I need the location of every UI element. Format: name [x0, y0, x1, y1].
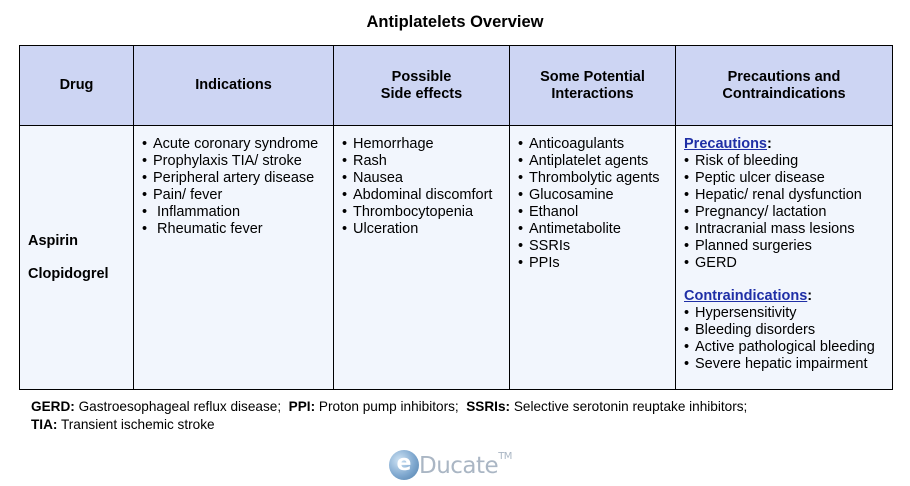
contraindications-heading: Contraindications:	[684, 288, 813, 304]
interactions-cell	[510, 126, 676, 390]
drug-name: Clopidogrel	[28, 265, 109, 282]
list-item: • Ulceration	[342, 221, 509, 238]
list-item: • Inflammation	[142, 204, 333, 221]
precautions-heading: Precautions:	[684, 136, 772, 152]
header-side-effects: Possible Side effects	[334, 46, 510, 126]
header-indications: Indications	[134, 46, 334, 126]
list-item: • Hypersensitivity	[684, 305, 892, 322]
list-item: • Intracranial mass lesions	[684, 221, 892, 238]
list-item: • Prophylaxis TIA/ stroke	[142, 153, 333, 170]
list-item: • Antimetabolite	[518, 221, 675, 238]
list-item: • Hepatic/ renal dysfunction	[684, 187, 892, 204]
list-item: • Thrombocytopenia	[342, 204, 509, 221]
list-item: • Planned surgeries	[684, 238, 892, 255]
list-item: • Bleeding disorders	[684, 322, 892, 339]
list-item: • Abdominal discomfort	[342, 187, 509, 204]
list-item: • Glucosamine	[518, 187, 675, 204]
logo-mark-icon: e	[389, 450, 419, 480]
side-effects-cell	[334, 126, 510, 390]
list-item: • Rash	[342, 153, 509, 170]
list-item: • SSRIs	[518, 238, 675, 255]
antiplatelets-table	[19, 45, 893, 390]
drug-cell	[20, 126, 134, 390]
header-drug: Drug	[20, 46, 134, 126]
table-row	[20, 126, 893, 390]
list-item: • Thrombolytic agents	[518, 170, 675, 187]
list-item: • Peripheral artery disease	[142, 170, 333, 187]
list-item: • GERD	[684, 255, 892, 272]
list-item: • Nausea	[342, 170, 509, 187]
header-precautions: Precautions and Contraindications	[676, 46, 893, 126]
precautions-cell	[676, 126, 893, 390]
list-item: • Severe hepatic impairment	[684, 356, 892, 373]
list-item: • Rheumatic fever	[142, 221, 333, 238]
list-item: • Pregnancy/ lactation	[684, 204, 892, 221]
indications-cell	[134, 126, 334, 390]
header-interactions: Some Potential Interactions	[510, 46, 676, 126]
list-item: • PPIs	[518, 255, 675, 272]
educate-logo: e Ducate™	[389, 446, 529, 484]
list-item: • Hemorrhage	[342, 136, 509, 153]
abbreviations-footnote: GERD: Gastroesophageal reflux disease; PPI: Proton pump inhibitors; SSRIs: Selective serotonin reuptake inhibitors; TIA: Transient ischemic stroke	[31, 399, 748, 432]
list-item: • Pain/ fever	[142, 187, 333, 204]
list-item: • Antiplatelet agents	[518, 153, 675, 170]
page-title: Antiplatelets Overview	[366, 13, 544, 31]
list-item: • Acute coronary syndrome	[142, 136, 333, 153]
drug-name: Aspirin	[28, 232, 78, 249]
list-item: • Peptic ulcer disease	[684, 170, 892, 187]
list-item: • Active pathological bleeding	[684, 339, 892, 356]
table-header-row	[20, 46, 893, 126]
list-item: • Ethanol	[518, 204, 675, 221]
list-item: • Anticoagulants	[518, 136, 675, 153]
list-item: • Risk of bleeding	[684, 153, 892, 170]
